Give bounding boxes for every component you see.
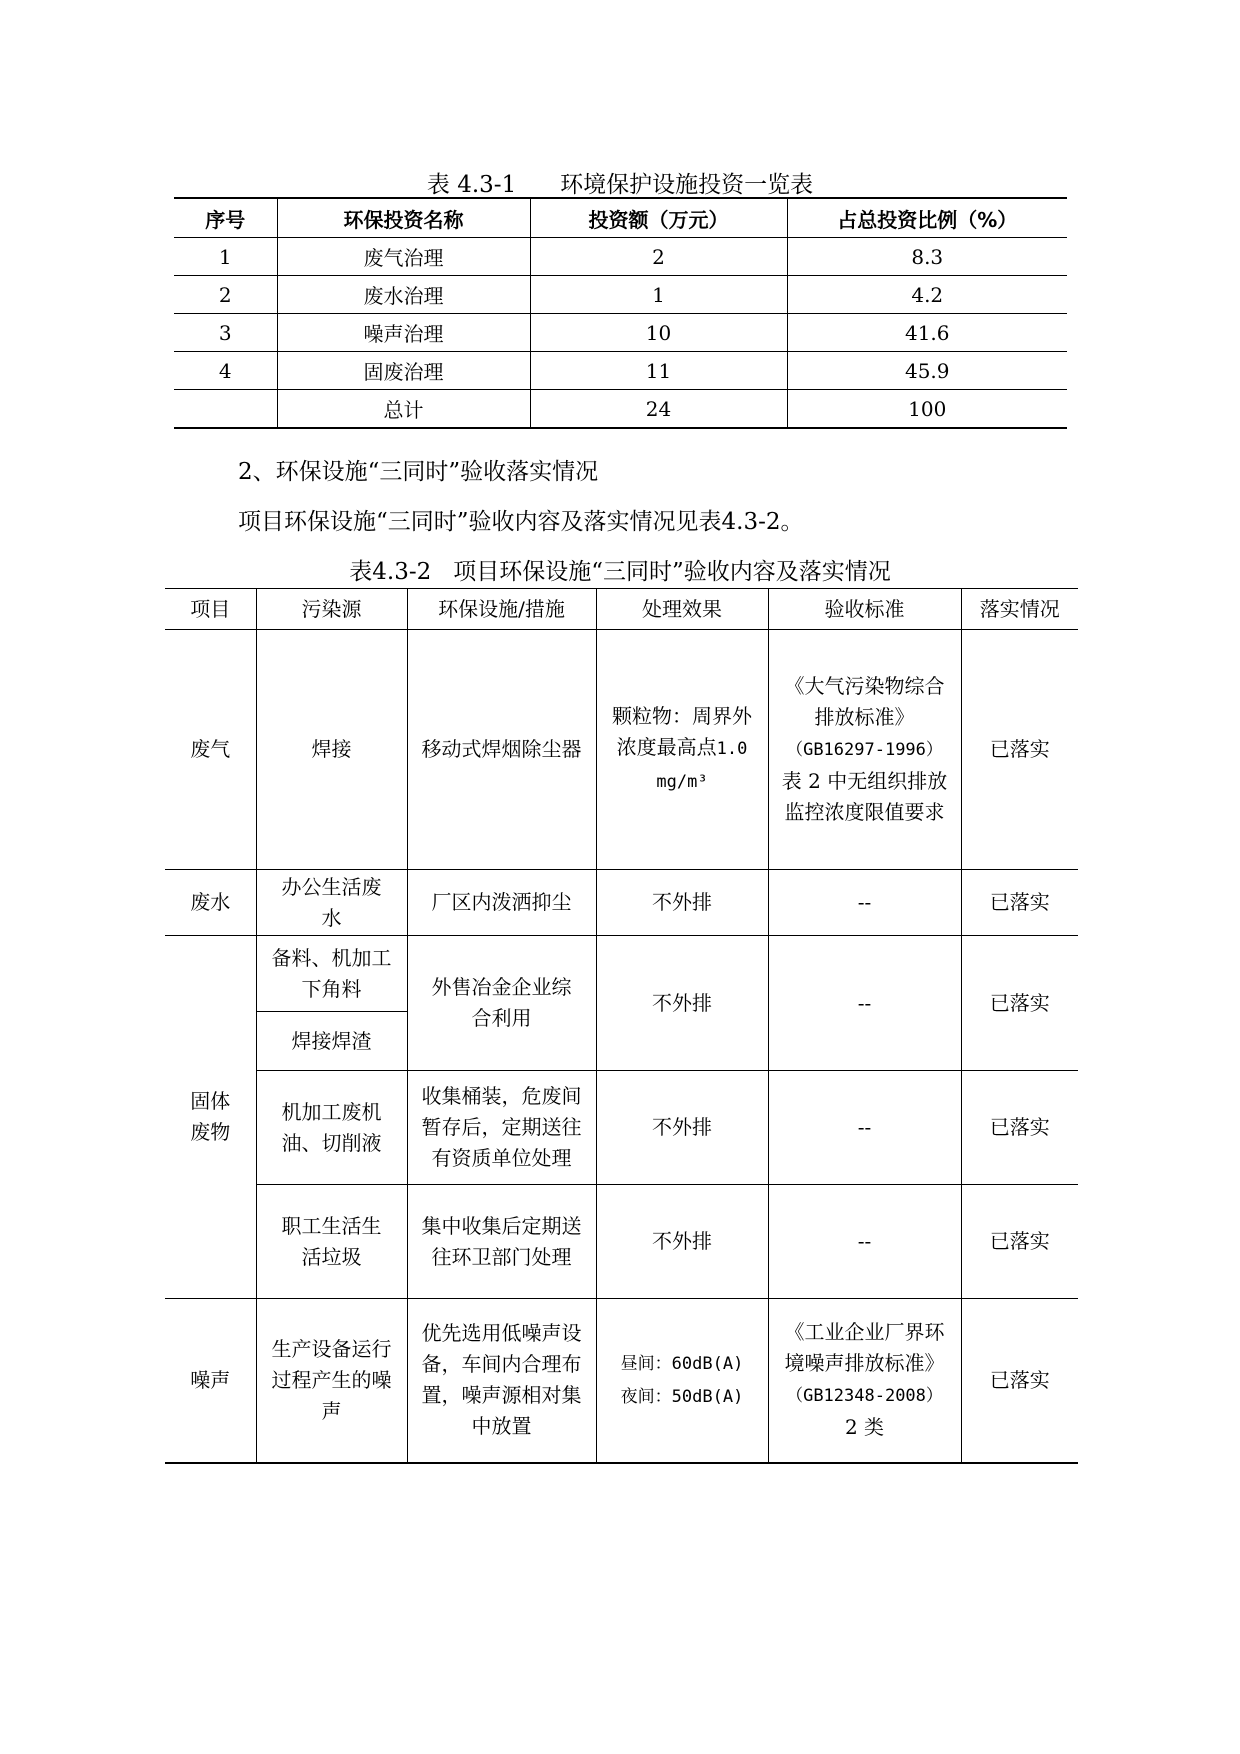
status-cell: 已落实 [961,870,1078,936]
standard-detail: 2 类 [844,1415,885,1440]
column-header: 投资额（万元） [530,198,787,238]
item-cell: 废水 [165,870,256,936]
source-cell: 办公生活废水 [256,870,407,936]
section-heading: 2、环保设施“三同时”验收落实情况 [238,459,599,485]
table-cell: 1 [530,276,787,314]
column-header: 污染源 [256,589,407,630]
measure-cell: 外售冶金企业综合利用 [407,936,596,1071]
column-header: 环保投资名称 [277,198,530,238]
status-cell: 已落实 [961,1185,1078,1299]
standard-detail: 表 2 中无组织排放监控浓度限值要求 [781,769,948,824]
table-row [174,314,1067,352]
source-cell: 职工生活生活垃圾 [256,1185,407,1299]
table-caption: 表 4.3-1 环境保护设施投资一览表 [426,172,814,198]
table-row-solid-d [165,1185,1078,1299]
source-cell: 机加工废机油、切削液 [256,1071,407,1185]
column-header: 环保设施/措施 [407,589,596,630]
table-cell: 45.9 [787,352,1067,390]
column-header: 验收标准 [768,589,961,630]
status-cell: 已落实 [961,936,1078,1071]
item-cell: 废气 [165,630,256,870]
column-header: 处理效果 [596,589,768,630]
table-cell: 11 [530,352,787,390]
effect-cell: 不外排 [596,1185,768,1299]
table-cell: 总计 [277,390,530,429]
standard-cell: -- [768,870,961,936]
status-cell: 已落实 [961,1071,1078,1185]
table-cell: 废气治理 [277,238,530,276]
table-header-row [165,589,1078,630]
measure-cell: 移动式焊烟除尘器 [407,630,596,870]
standard-code: （GB16297-1996） [786,740,943,760]
standard-cell: -- [768,1185,961,1299]
table-cell: 41.6 [787,314,1067,352]
table-cell [174,390,277,429]
table-cell: 废水治理 [277,276,530,314]
column-header: 项目 [165,589,256,630]
effect-cell: 不外排 [596,870,768,936]
table-cell: 3 [174,314,277,352]
standard-cell [768,630,961,870]
source-cell: 焊接焊渣 [256,1012,407,1071]
table-cell: 100 [787,390,1067,429]
table-cell: 固废治理 [277,352,530,390]
table-cell: 2 [174,276,277,314]
column-header: 序号 [174,198,277,238]
source-cell: 生产设备运行过程产生的噪声 [256,1299,407,1463]
table-cell: 8.3 [787,238,1067,276]
effect-cell [596,1299,768,1463]
table-cell: 1 [174,238,277,276]
effect-text: 颗粒物：周界外浓度最高点 [612,704,752,759]
measure-cell: 优先选用低噪声设备，车间内合理布置，噪声源相对集中放置 [407,1299,596,1463]
table-row-water [165,870,1078,936]
table-cell: 4 [174,352,277,390]
standard-cell: -- [768,936,961,1071]
measure-cell: 收集桶装，危废间暂存后，定期送往有资质单位处理 [407,1071,596,1185]
standard-code: （GB12348-2008） [786,1386,943,1407]
effect-cell: 不外排 [596,1071,768,1185]
table-header-row [174,198,1067,238]
status-cell: 已落实 [961,1299,1078,1463]
acceptance-table [165,588,1078,1464]
total-row [174,390,1067,429]
measure-cell: 集中收集后定期送往环卫部门处理 [407,1185,596,1299]
table-caption: 表4.3-2 项目环保设施“三同时”验收内容及落实情况 [349,559,891,585]
standard-name: 《大气污染物综合排放标准》 [784,674,945,729]
effect-value: 1.0 [716,739,748,759]
table-row [174,238,1067,276]
effect-unit: mg/m³ [656,772,708,792]
standard-cell: -- [768,1071,961,1185]
effect-day: 昼间：60dB(A) [620,1354,744,1375]
effect-cell: 不外排 [596,936,768,1071]
table-row-solid-a [165,936,1078,1012]
table-cell: 2 [530,238,787,276]
table-cell: 噪声治理 [277,314,530,352]
item-cell: 噪声 [165,1299,256,1463]
investment-table [174,197,1067,429]
table-row-solid-c [165,1071,1078,1185]
source-cell: 焊接 [256,630,407,870]
section-paragraph: 项目环保设施“三同时”验收内容及落实情况见表4.3-2。 [238,509,804,535]
item-cell: 固体废物 [165,936,256,1299]
table-row [174,352,1067,390]
table-cell: 10 [530,314,787,352]
column-header: 占总投资比例（%） [787,198,1067,238]
standard-cell [768,1299,961,1463]
table-cell: 4.2 [787,276,1067,314]
standard-name: 《工业企业厂界环境噪声排放标准》 [784,1320,945,1376]
table-row [174,276,1067,314]
table-cell: 24 [530,390,787,429]
effect-night: 夜间：50dB(A) [620,1387,744,1408]
table-row-noise [165,1299,1078,1463]
column-header: 落实情况 [961,589,1078,630]
table-row-gas [165,630,1078,870]
effect-cell [596,630,768,870]
measure-cell: 厂区内泼洒抑尘 [407,870,596,936]
status-cell: 已落实 [961,630,1078,870]
source-cell: 备料、机加工下角料 [256,936,407,1012]
